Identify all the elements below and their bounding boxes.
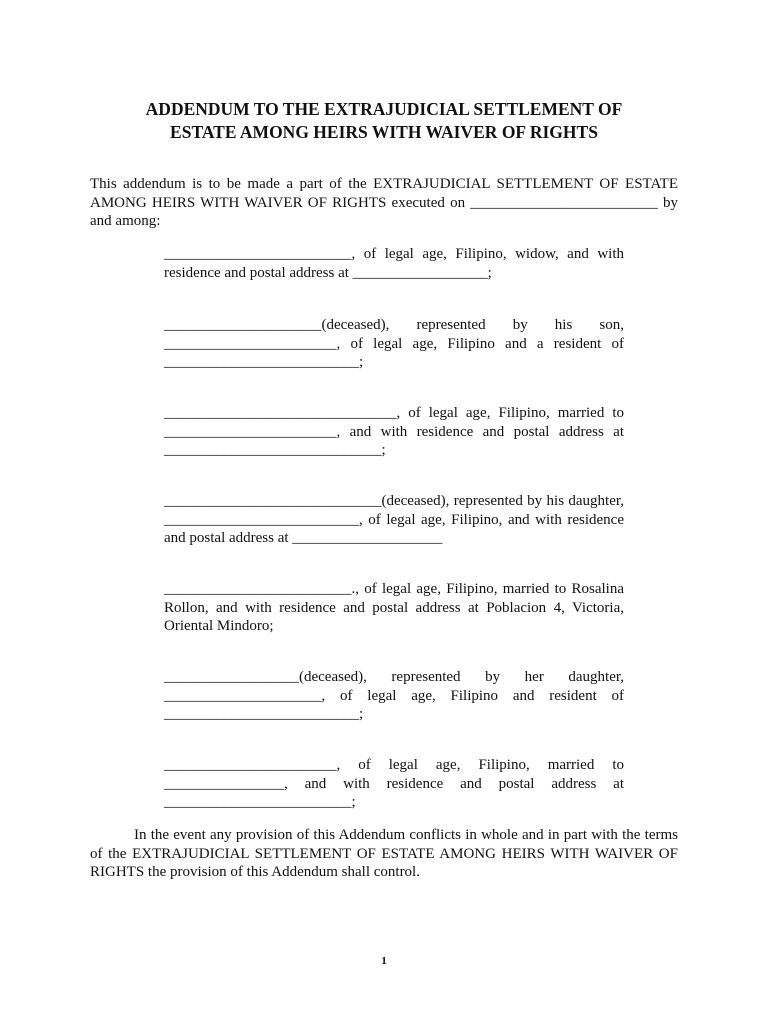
document-title-line-2: ESTATE AMONG HEIRS WITH WAIVER OF RIGHTS <box>170 122 598 142</box>
party-paragraph-6: __________________(deceased), represented by her daughter, _____________________, of legal age, Filipino and resident of __________________________; <box>164 669 624 722</box>
closing-paragraph: In the event any provision of this Addendum conflicts in whole and in part with the terms of the EXTRAJUDICIAL SETTLEMENT OF ESTATE AMONG HEIRS WITH WAIVER OF RIGHTS the provision of this Addendum shall control. <box>90 827 678 880</box>
intro-paragraph: This addendum is to be made a part of the EXTRAJUDICIAL SETTLEMENT OF ESTATE AMONG HEIRS WITH WAIVER OF RIGHTS executed on _________________________ by and among: <box>90 176 678 229</box>
party-paragraph-5: _________________________., of legal age, Filipino, married to Rosalina Rollon, and with residence and postal address at Poblacion 4, Victoria, Oriental Mindoro; <box>164 581 624 634</box>
document-title-line-1: ADDENDUM TO THE EXTRAJUDICIAL SETTLEMENT OF <box>145 99 623 119</box>
party-paragraph-2: _____________________(deceased), represented by his son, _______________________, of legal age, Filipino and a resident of __________________________; <box>164 317 624 370</box>
page-number: 1 <box>381 955 387 967</box>
party-paragraph-7: _______________________, of legal age, Filipino, married to ________________, and with residence and postal address at _________________________; <box>164 757 624 810</box>
party-paragraph-4: _____________________________(deceased), represented by his daughter, __________________________, of legal age, Filipino, and with residence and postal address at ____________________ <box>164 493 624 546</box>
party-paragraph-1: _________________________, of legal age, Filipino, widow, and with residence and postal address at __________________; <box>164 246 624 281</box>
party-paragraph-3: _______________________________, of legal age, Filipino, married to _______________________, and with residence and postal address at _____________________________; <box>164 405 624 458</box>
